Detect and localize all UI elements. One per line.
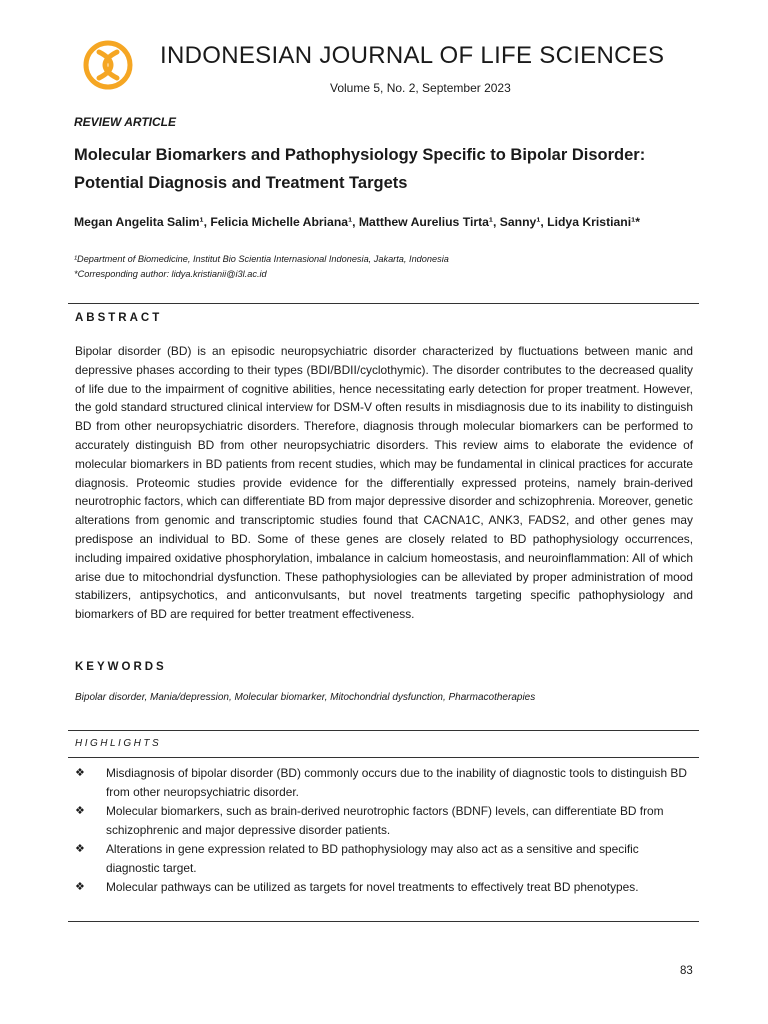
journal-title: INDONESIAN JOURNAL OF LIFE SCIENCES	[160, 42, 665, 69]
article-title: Molecular Biomarkers and Pathophysiology Specific to Bipolar Disorder: Potential Diagnosis and Treatment Targets	[74, 146, 646, 192]
list-item	[75, 764, 695, 801]
diamond-bullet-icon: ❖	[75, 766, 85, 779]
journal-volume: Volume 5, No. 2, September 2023	[330, 81, 511, 95]
diamond-bullet-icon: ❖	[75, 880, 85, 893]
highlight-text: Alterations in gene expression related to BD pathophysiology may also act as a sensitive and specific diagnostic target.	[106, 842, 639, 875]
page-number: 83	[680, 965, 693, 977]
highlights-heading: HIGHLIGHTS	[75, 738, 162, 749]
diamond-bullet-icon: ❖	[75, 842, 85, 855]
divider	[68, 303, 699, 304]
author-list: Megan Angelita Salim¹, Felicia Michelle Abriana¹, Matthew Aurelius Tirta¹, Sanny¹, Lidya Kristiani¹*	[74, 215, 640, 229]
divider	[68, 921, 699, 922]
list-item	[75, 802, 695, 839]
keywords-text: Bipolar disorder, Mania/depression, Molecular biomarker, Mitochondrial dysfunction, Pharmacotherapies	[75, 692, 536, 703]
abstract-heading: ABSTRACT	[75, 312, 163, 324]
highlights-list	[75, 764, 695, 898]
corresponding-author: *Corresponding author: lidya.kristianii@i3l.ac.id	[74, 269, 267, 279]
list-item	[75, 840, 695, 877]
list-item	[75, 878, 695, 897]
highlight-text: Molecular pathways can be utilized as targets for novel treatments to effectively treat BD phenotypes.	[106, 880, 639, 894]
highlight-text: Molecular biomarkers, such as brain-derived neurotrophic factors (BDNF) levels, can differentiate BD from schizophrenic and major depressive disorder patients.	[106, 804, 664, 837]
diamond-bullet-icon: ❖	[75, 804, 85, 817]
journal-logo-icon	[81, 38, 135, 92]
divider	[68, 730, 699, 731]
abstract-text: Bipolar disorder (BD) is an episodic neuropsychiatric disorder characterized by fluctuations between manic and depressive phases according to their types (BDI/BDII/cyclothymic). The disorder contributes to the decreased quality of life due to the impairment of cognitive abilities, hence necessitating early detection for proper treatment. However, the gold standard structured clinical interview for DSM-V often results in misdiagnosis due to its inability to distinguish BD from other neuropsychiatric disorders. Therefore, diagnosis through molecular biomarkers can be performed to accurately distinguish BD from other neuropsychiatric disorders. This review aims to elaborate the evidence of molecular biomarkers in BD patients from recent studies, which may be fundamental in clinical practices for accurate diagnosis. Proteomic studies provide evidence for the differentially expressed proteins, namely brain-derived neurotrophic factors, which can differentiate BD from major depressive disorder and schizophrenia. Moreover, genetic alterations from genomic and transcriptomic studies found that CACNA1C, ANK3, FADS2, and other genes may predispose an individual to BD. Some of these genes are closely related to BD pathophysiology occurrences, including impaired oxidative phosphorylation, imbalance in calcium homeostasis, and neuroinflammation: All of which arise due to mitochondrial dysfunction. These pathophysiologies can be alleviated by proper administration of mood stabilizers, antipsychotics, and anticonvulsants, but novel treatments targeting specific pathophysiology and biomarkers of BD are required for better treatment effectiveness.	[75, 344, 693, 622]
affiliation: ¹Department of Biomedicine, Institut Bio Scientia Internasional Indonesia, Jakarta, Indonesia	[74, 254, 449, 264]
keywords-heading: KEYWORDS	[75, 661, 167, 673]
divider	[68, 757, 699, 758]
article-type: REVIEW ARTICLE	[74, 115, 177, 129]
highlight-text: Misdiagnosis of bipolar disorder (BD) commonly occurs due to the inability of diagnostic tools to distinguish BD from other neuropsychiatric disorder.	[106, 766, 687, 799]
